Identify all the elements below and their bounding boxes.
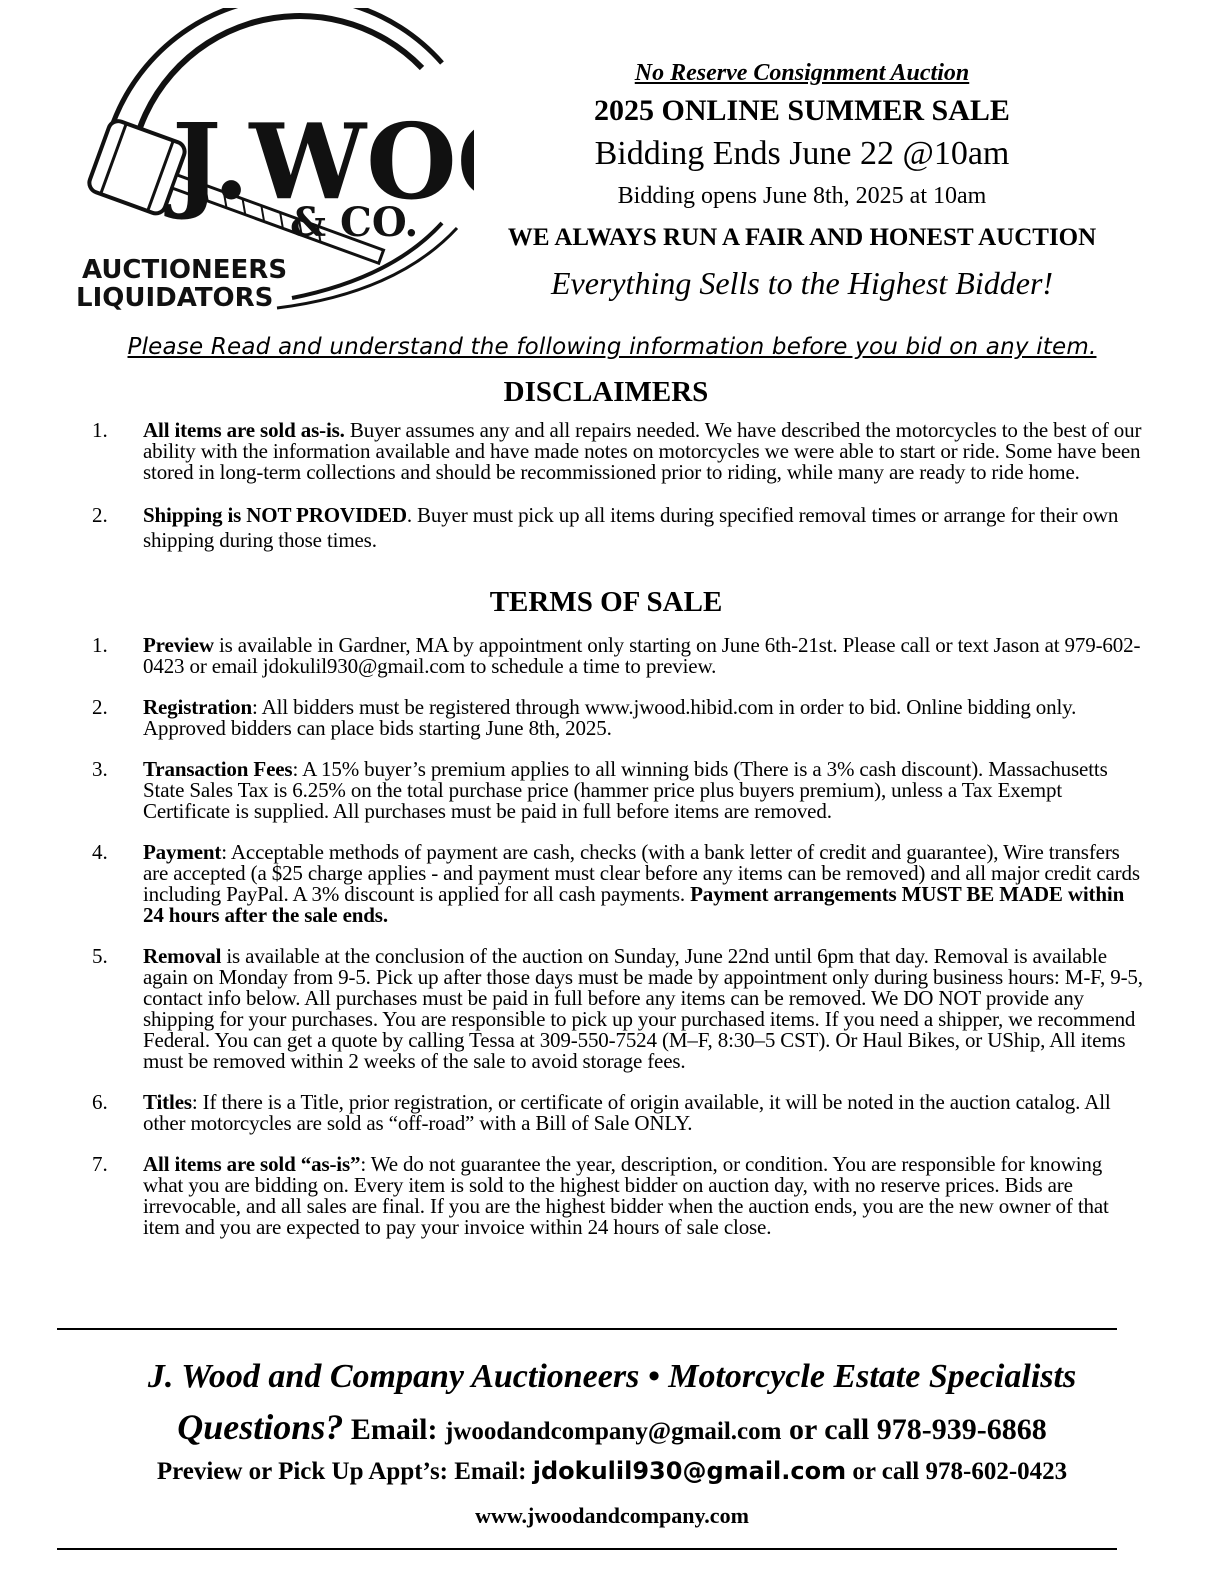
logo-suffix-text: & CO. xyxy=(290,199,419,246)
list-item xyxy=(0,1092,1224,1134)
item-lead: Preview xyxy=(143,633,214,657)
item-number: 2. xyxy=(92,695,108,719)
item-text: : Acceptable methods of payment are cash, checks (with a bank letter of credit and guarantee), Wire transfers are accepted (a $25 charge applies - and payment must clear before any items can be removed) and all major credit cards including PayPal. A 3% discount is applied for all cash payments. xyxy=(143,840,1140,906)
bidding-ends: Bidding Ends June 22 @10am xyxy=(594,135,1010,172)
logo-line1-text: AUCTIONEERS xyxy=(82,255,288,285)
item-number: 6. xyxy=(92,1090,108,1114)
divider xyxy=(57,1328,1117,1330)
auction-header xyxy=(478,56,1126,306)
item-lead: Transaction Fees xyxy=(143,757,293,781)
item-number: 3. xyxy=(92,757,108,781)
payment-deadline: Payment arrangements MUST BE MADE within 24 hours after the sale ends. xyxy=(143,882,1125,927)
item-number: 1. xyxy=(92,418,108,442)
item-number: 7. xyxy=(92,1152,108,1176)
list-item xyxy=(0,946,1224,1072)
preview-or-call: or call xyxy=(852,1458,920,1485)
highest-bidder-slogan: Everything Sells to the Highest Bidder! xyxy=(550,265,1054,301)
disclaimers-list xyxy=(0,420,1224,573)
item-text: : If there is a Title, prior registration, or certificate of origin available, it will be noted in the auction catalog. All other motorcycles are sold as “off-road” with a Bill of Sale ONLY. xyxy=(143,1090,1111,1135)
list-item xyxy=(0,503,1224,553)
list-item xyxy=(0,697,1224,739)
item-text: is available in Gardner, MA by appointment only starting on June 6th-21st. Please call or text Jason at 979-602-0423 or email jdokulil930@gmail.com to schedule a time to preview. xyxy=(143,633,1141,678)
item-text: . Buyer must pick up all items during specified removal times or arrange for their own shipping during those times. xyxy=(143,503,1119,552)
bidding-opens: Bidding opens June 8th, 2025 at 10am xyxy=(617,183,987,209)
contact-email-link[interactable]: jwoodandcompany@gmail.com xyxy=(445,1418,782,1445)
item-text: Buyer assumes any and all repairs needed. We have described the motorcycles to the best of our ability with the information available and have made notes on motorcycles we were able to start or ride. Some have been stored in long-term collections and should be recommissioned prior to riding, while many are ready to ride home. xyxy=(143,418,1142,484)
logo-brand-text: J.WO xyxy=(172,100,457,223)
list-item xyxy=(0,420,1224,483)
item-number: 2. xyxy=(92,503,108,527)
terms-title: TERMS OF SALE xyxy=(489,586,723,618)
logo-line2-text: LIQUIDATORS xyxy=(76,283,274,313)
fair-honest-statement: WE ALWAYS RUN A FAIR AND HONEST AUCTION xyxy=(507,224,1097,251)
website-link[interactable]: www.jwoodandcompany.com xyxy=(475,1503,749,1528)
item-text: : We do not guarantee the year, description, or condition. You are responsible for knowing what you are bidding on. Every item is sold to the highest bidder on auction day, with no reserve prices. Bids are irrevocable, and all sales are final. If you are the highest bidder when the auction ends, you are the new owner of that item and you are expected to pay your invoice within 24 hours of sale close. xyxy=(143,1152,1109,1239)
footer-tagline: J. Wood and Company Auctioneers • Motorcycle Estate Specialists xyxy=(147,1358,1077,1395)
item-lead: All items are sold as-is. xyxy=(143,418,345,442)
contact-phone[interactable]: 978-939-6868 xyxy=(876,1413,1047,1446)
item-lead: Shipping is NOT PROVIDED xyxy=(143,503,407,527)
preview-label: Preview or Pick Up Appt’s: Email: xyxy=(156,1458,527,1485)
footer-questions xyxy=(0,1406,1224,1448)
item-text: : All bidders must be registered through www.jwood.hibid.com in order to bid. Online bidding only. Approved bidders can place bids starting June 8th, 2025. xyxy=(143,695,1077,740)
list-item xyxy=(0,759,1224,822)
sale-title: 2025 ONLINE SUMMER SALE xyxy=(594,94,1010,127)
item-number: 5. xyxy=(92,944,108,968)
item-lead: Registration xyxy=(143,695,253,719)
item-lead: Titles xyxy=(143,1090,192,1114)
company-logo xyxy=(62,8,474,318)
list-item xyxy=(0,842,1224,926)
item-lead: Payment xyxy=(143,840,222,864)
list-item xyxy=(0,635,1224,677)
preview-email-link[interactable]: jdokulil930@gmail.com xyxy=(532,1457,847,1485)
list-item xyxy=(0,1154,1224,1238)
questions-label: Questions? xyxy=(177,1407,344,1447)
item-text: is available at the conclusion of the auction on Sunday, June 22nd until 6pm that day. Removal is available again on Monday from 9-5. Pick up after those days must be made by appointment only during business hours: M-F, 9-5, contact info below. All purchases must be paid in full before any items can be removed. We DO NOT provide any shipping for your purchases. You are responsible to pick up your purchased items. If you need a shipper, we recommend Federal. You can get a quote by calling Tessa at 309-550-7524 (M–F, 8:30–5 CST). Or Haul Bikes, or UShip, All items must be removed within 2 weeks of the sale to avoid storage fees. xyxy=(143,944,1143,1073)
item-number: 1. xyxy=(92,633,108,657)
disclaimers-title: DISCLAIMERS xyxy=(503,376,709,408)
terms-list xyxy=(0,635,1224,1258)
divider xyxy=(57,1548,1117,1550)
item-lead: All items are sold “as-is” xyxy=(143,1152,361,1176)
footer-preview-contact xyxy=(0,1457,1224,1486)
item-lead: Removal xyxy=(143,944,222,968)
or-call-label: or call xyxy=(788,1413,870,1446)
email-label: Email: xyxy=(350,1413,438,1446)
preview-phone[interactable]: 978-602-0423 xyxy=(925,1458,1068,1485)
auction-type: No Reserve Consignment Auction xyxy=(634,60,970,86)
item-number: 4. xyxy=(92,840,108,864)
item-text: : A 15% buyer’s premium applies to all winning bids (There is a 3% cash discount). Massachusetts State Sales Tax is 6.25% on the total purchase price (hammer price plus buyers premium), unless a Tax Exempt Certificate is supplied. All purchases must be paid in full before items are removed. xyxy=(143,757,1108,823)
read-notice: Please Read and understand the following information before you bid on any item. xyxy=(127,334,1097,360)
